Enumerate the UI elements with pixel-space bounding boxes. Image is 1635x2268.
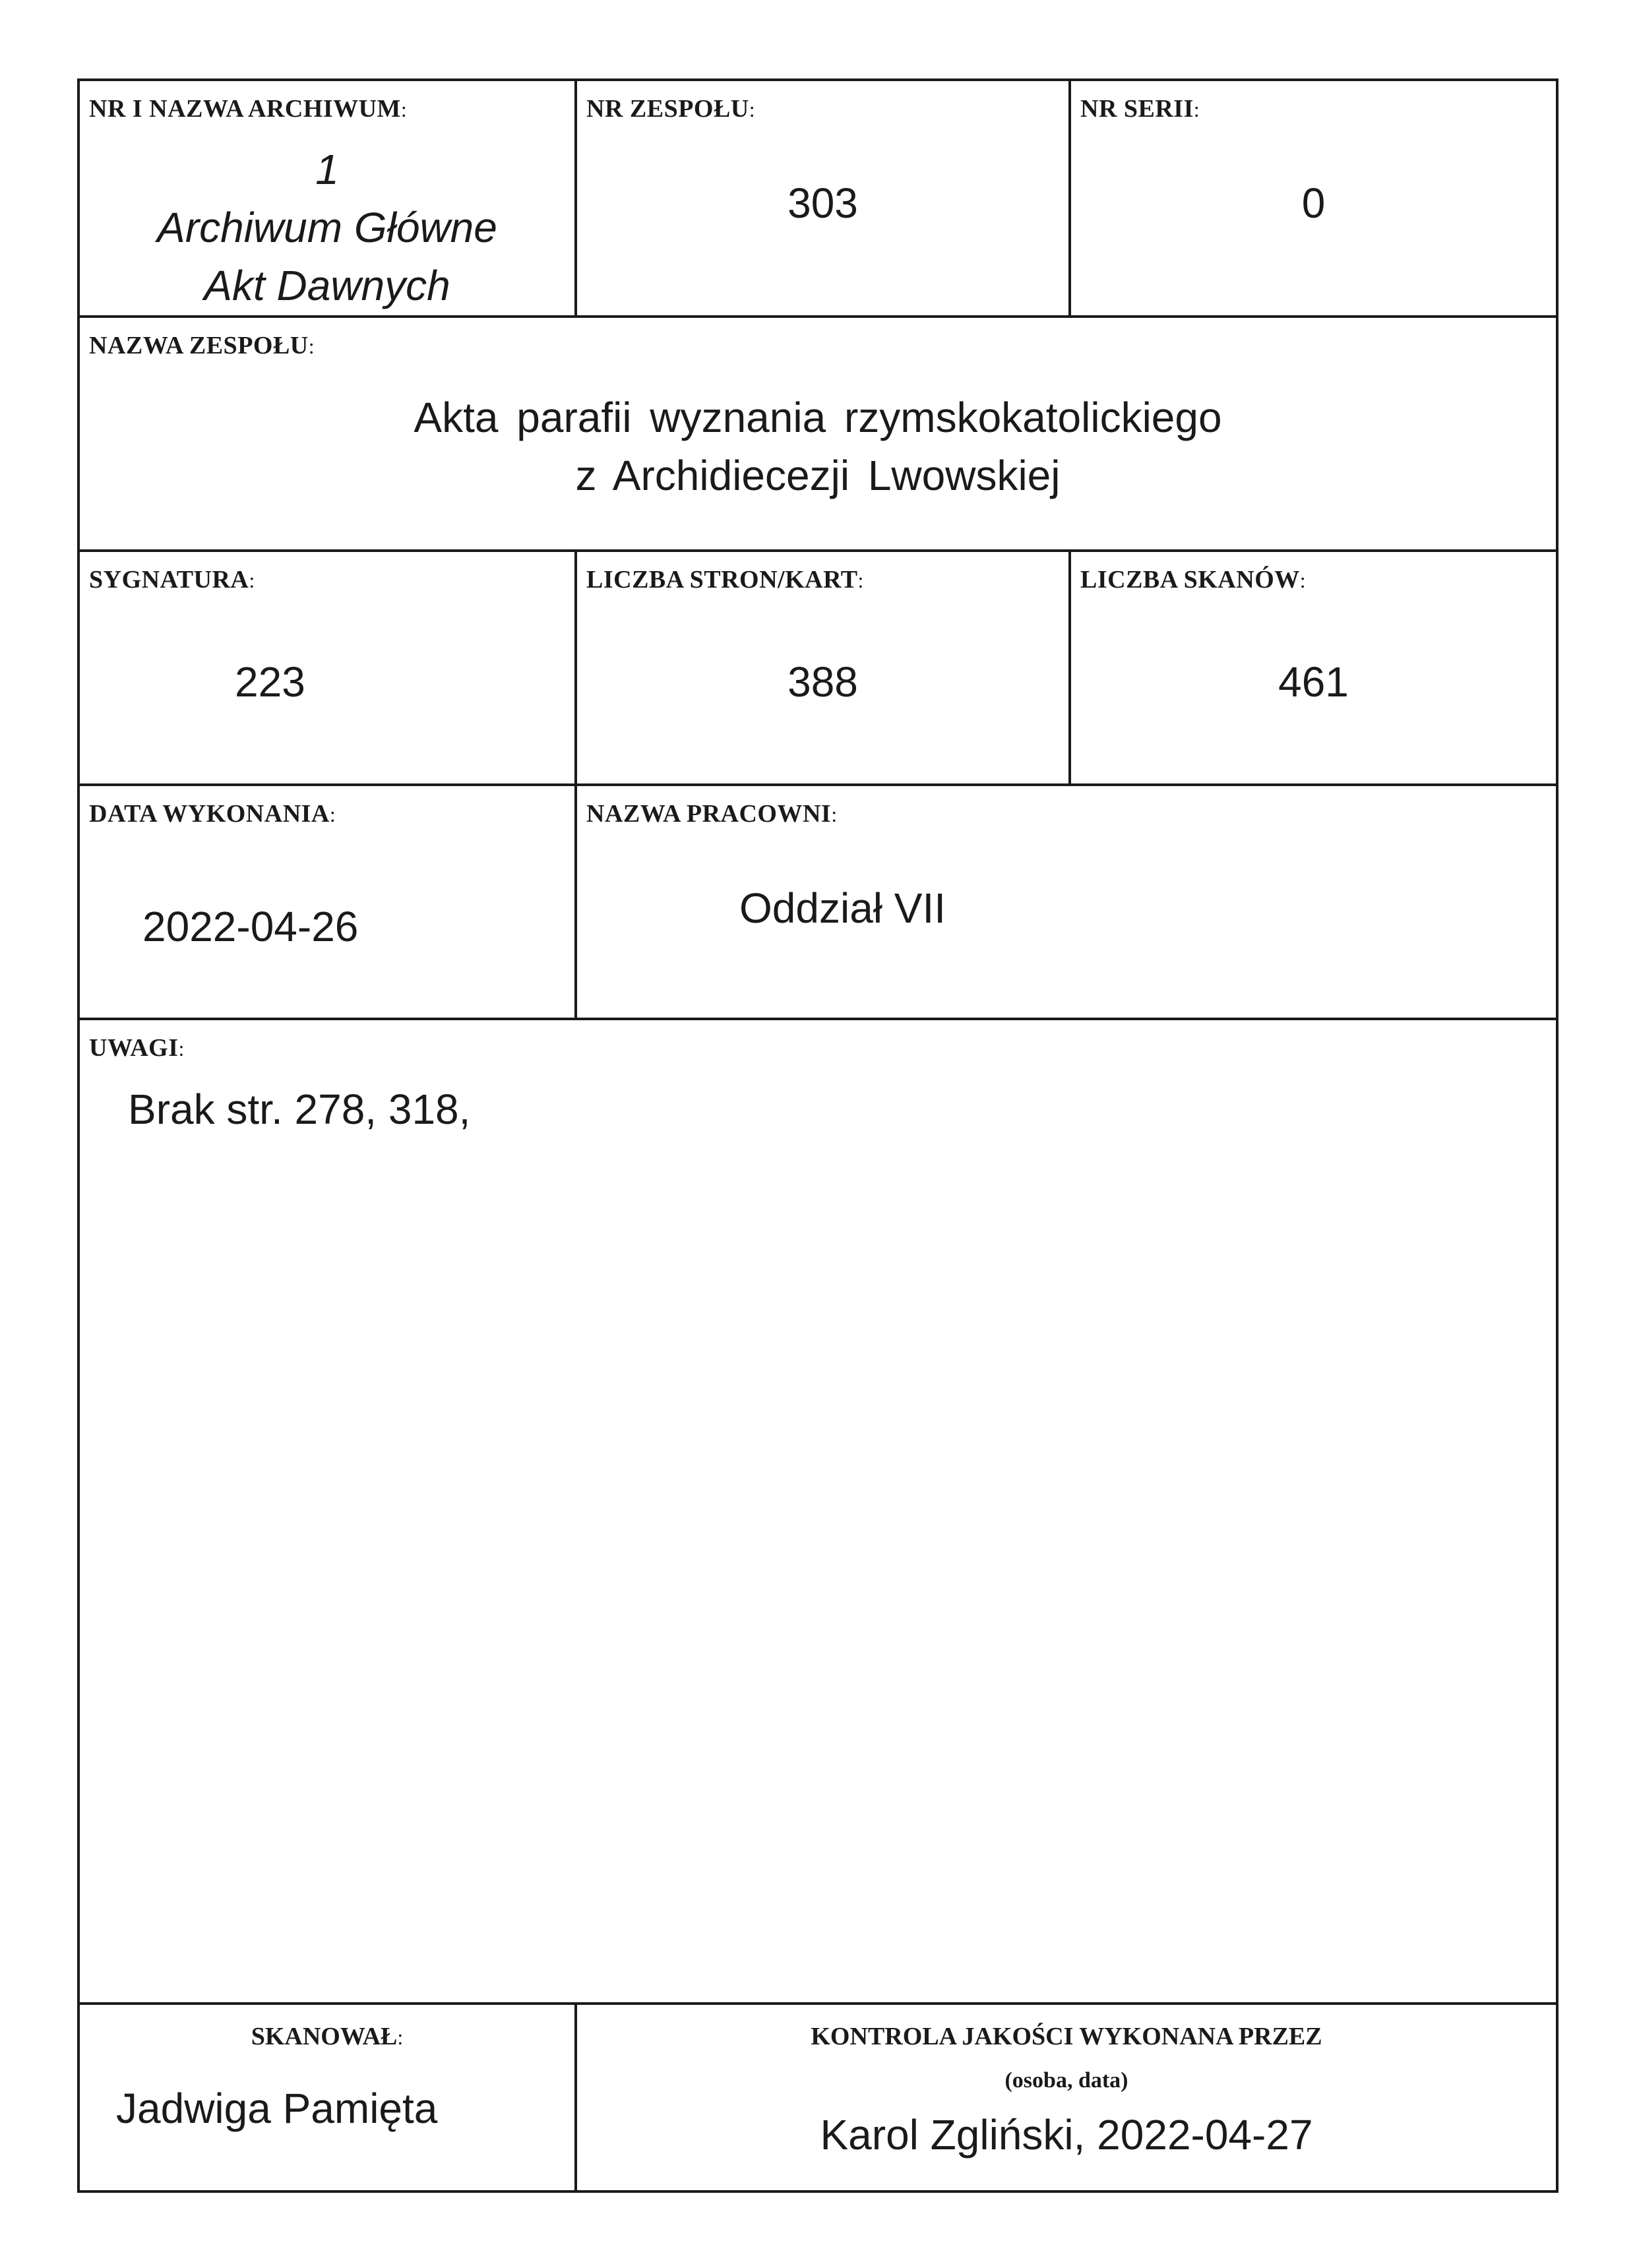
series-cell — [1068, 81, 1556, 315]
workshop-value: Oddział VII — [739, 884, 946, 932]
fond-name-line1: Akta parafii wyznania rzymskokatolickiego — [414, 394, 1222, 441]
date-label: DATA WYKONANIA: — [89, 800, 336, 828]
row-fond-name — [80, 315, 1556, 549]
archive-cell — [80, 81, 574, 315]
pages-label: LICZBA STRON/KART: — [586, 566, 864, 594]
scanned-by-label: SKANOWAŁ: — [251, 2023, 404, 2050]
archive-name-line2: Akt Dawnych — [204, 262, 450, 309]
date-cell — [80, 786, 574, 1018]
archive-name-line1: Archiwum Główne — [157, 204, 497, 251]
workshop-label: NAZWA PRACOWNI: — [586, 800, 838, 828]
fond-name-line2: z Archidiecezji Lwowskiej — [575, 452, 1061, 499]
signature-cell — [80, 552, 574, 783]
qc-sub-label: (osoba, data) — [1004, 2068, 1128, 2093]
row-notes — [80, 1018, 1556, 2002]
pages-value: 388 — [787, 658, 858, 706]
fond-number-value: 303 — [787, 179, 858, 227]
scans-value: 461 — [1278, 658, 1349, 706]
scans-cell — [1068, 552, 1556, 783]
fond-name-label: NAZWA ZESPOŁU: — [89, 332, 315, 359]
workshop-cell — [574, 786, 1556, 1018]
scans-label: LICZBA SKANÓW: — [1080, 566, 1307, 594]
fond-number-label: NR ZESPOŁU: — [586, 95, 756, 123]
series-label: NR SERII: — [1080, 95, 1200, 123]
signature-label: SYGNATURA: — [89, 566, 255, 594]
row-footer — [80, 2002, 1556, 2190]
row-archive — [80, 81, 1556, 315]
qc-value: Karol Zgliński, 2022-04-27 — [820, 2111, 1313, 2159]
date-value: 2022-04-26 — [142, 903, 359, 950]
scanned-by-value: Jadwiga Pamięta — [116, 2085, 438, 2132]
row-execution — [80, 783, 1556, 1018]
signature-value: 223 — [235, 658, 305, 706]
qc-label: KONTROLA JAKOŚCI WYKONANA PRZEZ — [811, 2023, 1322, 2050]
metadata-form — [77, 78, 1558, 2193]
series-value: 0 — [1301, 179, 1326, 227]
archive-label: NR I NAZWA ARCHIWUM: — [89, 95, 408, 123]
scanned-by-cell — [80, 2005, 574, 2190]
notes-label: UWAGI: — [89, 1034, 185, 1062]
row-counts — [80, 549, 1556, 783]
fond-name-cell — [80, 318, 1556, 549]
archive-number: 1 — [315, 146, 339, 193]
pages-cell — [574, 552, 1068, 783]
notes-text: Brak str. 278, 318, — [128, 1086, 471, 1133]
notes-cell — [80, 1020, 1556, 2002]
fond-number-cell — [574, 81, 1068, 315]
qc-cell — [574, 2005, 1556, 2190]
